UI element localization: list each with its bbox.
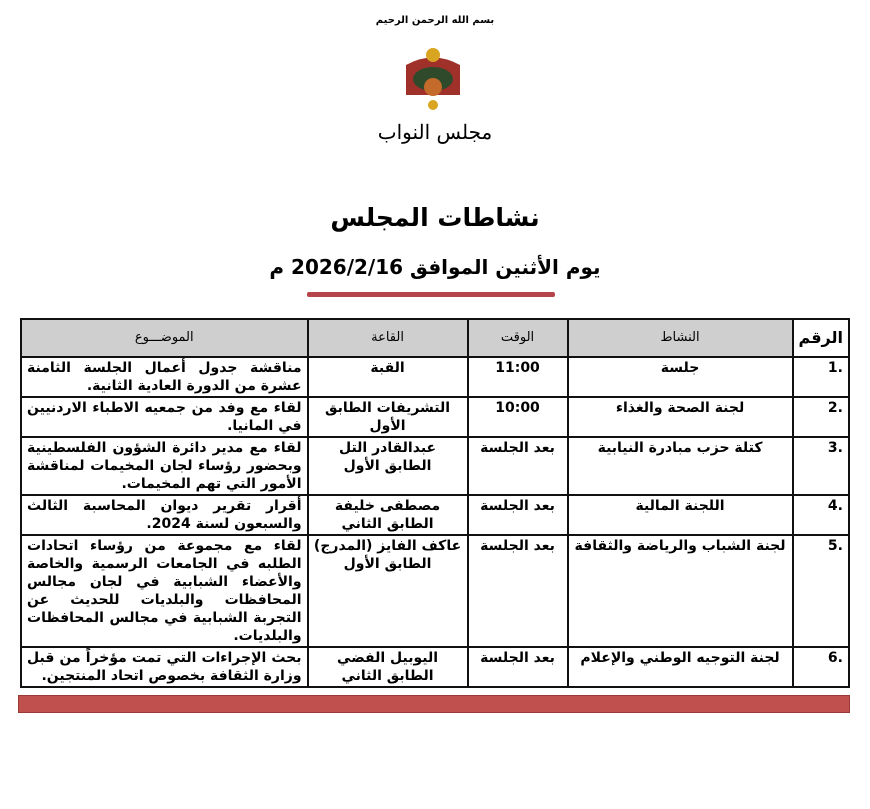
row-activity: جلسة bbox=[568, 357, 793, 397]
row-activity: اللجنة المالية bbox=[568, 495, 793, 535]
header-topic: الموضـــوع bbox=[21, 319, 308, 357]
row-topic: مناقشة جدول أعمال الجلسة الثامنة عشرة من الدورة العادية الثانية. bbox=[21, 357, 308, 397]
table-row bbox=[21, 437, 849, 495]
row-hall: عبدالقادر التل الطابق الأول bbox=[308, 437, 468, 495]
table-row bbox=[21, 647, 849, 687]
row-hall: التشريفات الطابق الأول bbox=[308, 397, 468, 437]
row-activity: لجنة الصحة والغذاء bbox=[568, 397, 793, 437]
row-activity: لجنة الشباب والرياضة والثقافة bbox=[568, 535, 793, 647]
row-hall: مصطفى خليفة الطابق الثاني bbox=[308, 495, 468, 535]
basmala: بسم الله الرحمن الرحيم bbox=[375, 15, 495, 26]
row-num: .4 bbox=[793, 495, 849, 535]
coat-of-arms-icon bbox=[398, 45, 468, 115]
row-hall: القبة bbox=[308, 357, 468, 397]
footer-bar bbox=[18, 695, 850, 713]
table-row bbox=[21, 357, 849, 397]
table-wrapper bbox=[18, 318, 850, 713]
row-topic: لقاء مع مجموعة من رؤساء اتحادات الطلبه في الجامعات الرسمية والخاصة والأعضاء الشبابية في لجان مجالس المحافظات والبلديات للحديث عن التجربة الشبابية في مجالس المحافظات والبلديات. bbox=[21, 535, 308, 647]
header-num: الرقم bbox=[793, 319, 849, 357]
row-time: بعد الجلسة bbox=[468, 647, 568, 687]
row-num: .2 bbox=[793, 397, 849, 437]
title-underline bbox=[307, 292, 555, 297]
row-activity: كتلة حزب مبادرة النيابية bbox=[568, 437, 793, 495]
row-topic: لقاء مع وفد من جمعيه الاطباء الاردنيين في المانيا. bbox=[21, 397, 308, 437]
table-row bbox=[21, 535, 849, 647]
table-row bbox=[21, 397, 849, 437]
row-num: .5 bbox=[793, 535, 849, 647]
row-activity: لجنة التوجيه الوطني والإعلام bbox=[568, 647, 793, 687]
row-time: بعد الجلسة bbox=[468, 437, 568, 495]
row-num: .6 bbox=[793, 647, 849, 687]
row-time: 10:00 bbox=[468, 397, 568, 437]
page-title: نشاطات المجلس bbox=[330, 203, 540, 232]
date-line: يوم الأثنين الموافق 2026/2/16 م bbox=[269, 255, 601, 279]
row-num: .3 bbox=[793, 437, 849, 495]
row-time: 11:00 bbox=[468, 357, 568, 397]
row-num: .1 bbox=[793, 357, 849, 397]
header-hall: القاعة bbox=[308, 319, 468, 357]
row-time: بعد الجلسة bbox=[468, 495, 568, 535]
row-hall: عاكف الفايز (المدرج) الطابق الأول bbox=[308, 535, 468, 647]
activities-table bbox=[20, 318, 850, 688]
row-topic: بحث الإجراءات التي تمت مؤخراً من قبل وزارة الثقافة بخصوص اتحاد المنتجين. bbox=[21, 647, 308, 687]
header-time: الوقت bbox=[468, 319, 568, 357]
row-topic: أقرار تقرير ديوان المحاسبة الثالث والسبعون لسنة 2024. bbox=[21, 495, 308, 535]
row-time: بعد الجلسة bbox=[468, 535, 568, 647]
row-topic: لقاء مع مدير دائرة الشؤون الفلسطينية وبحضور رؤساء لجان المخيمات لمناقشة الأمور التي تهم المخيمات. bbox=[21, 437, 308, 495]
council-name: مجلس النواب bbox=[377, 120, 493, 144]
table-header bbox=[21, 319, 849, 357]
row-hall: اليوبيل الفضي الطابق الثاني bbox=[308, 647, 468, 687]
header-activity: النشاط bbox=[568, 319, 793, 357]
table-row bbox=[21, 495, 849, 535]
